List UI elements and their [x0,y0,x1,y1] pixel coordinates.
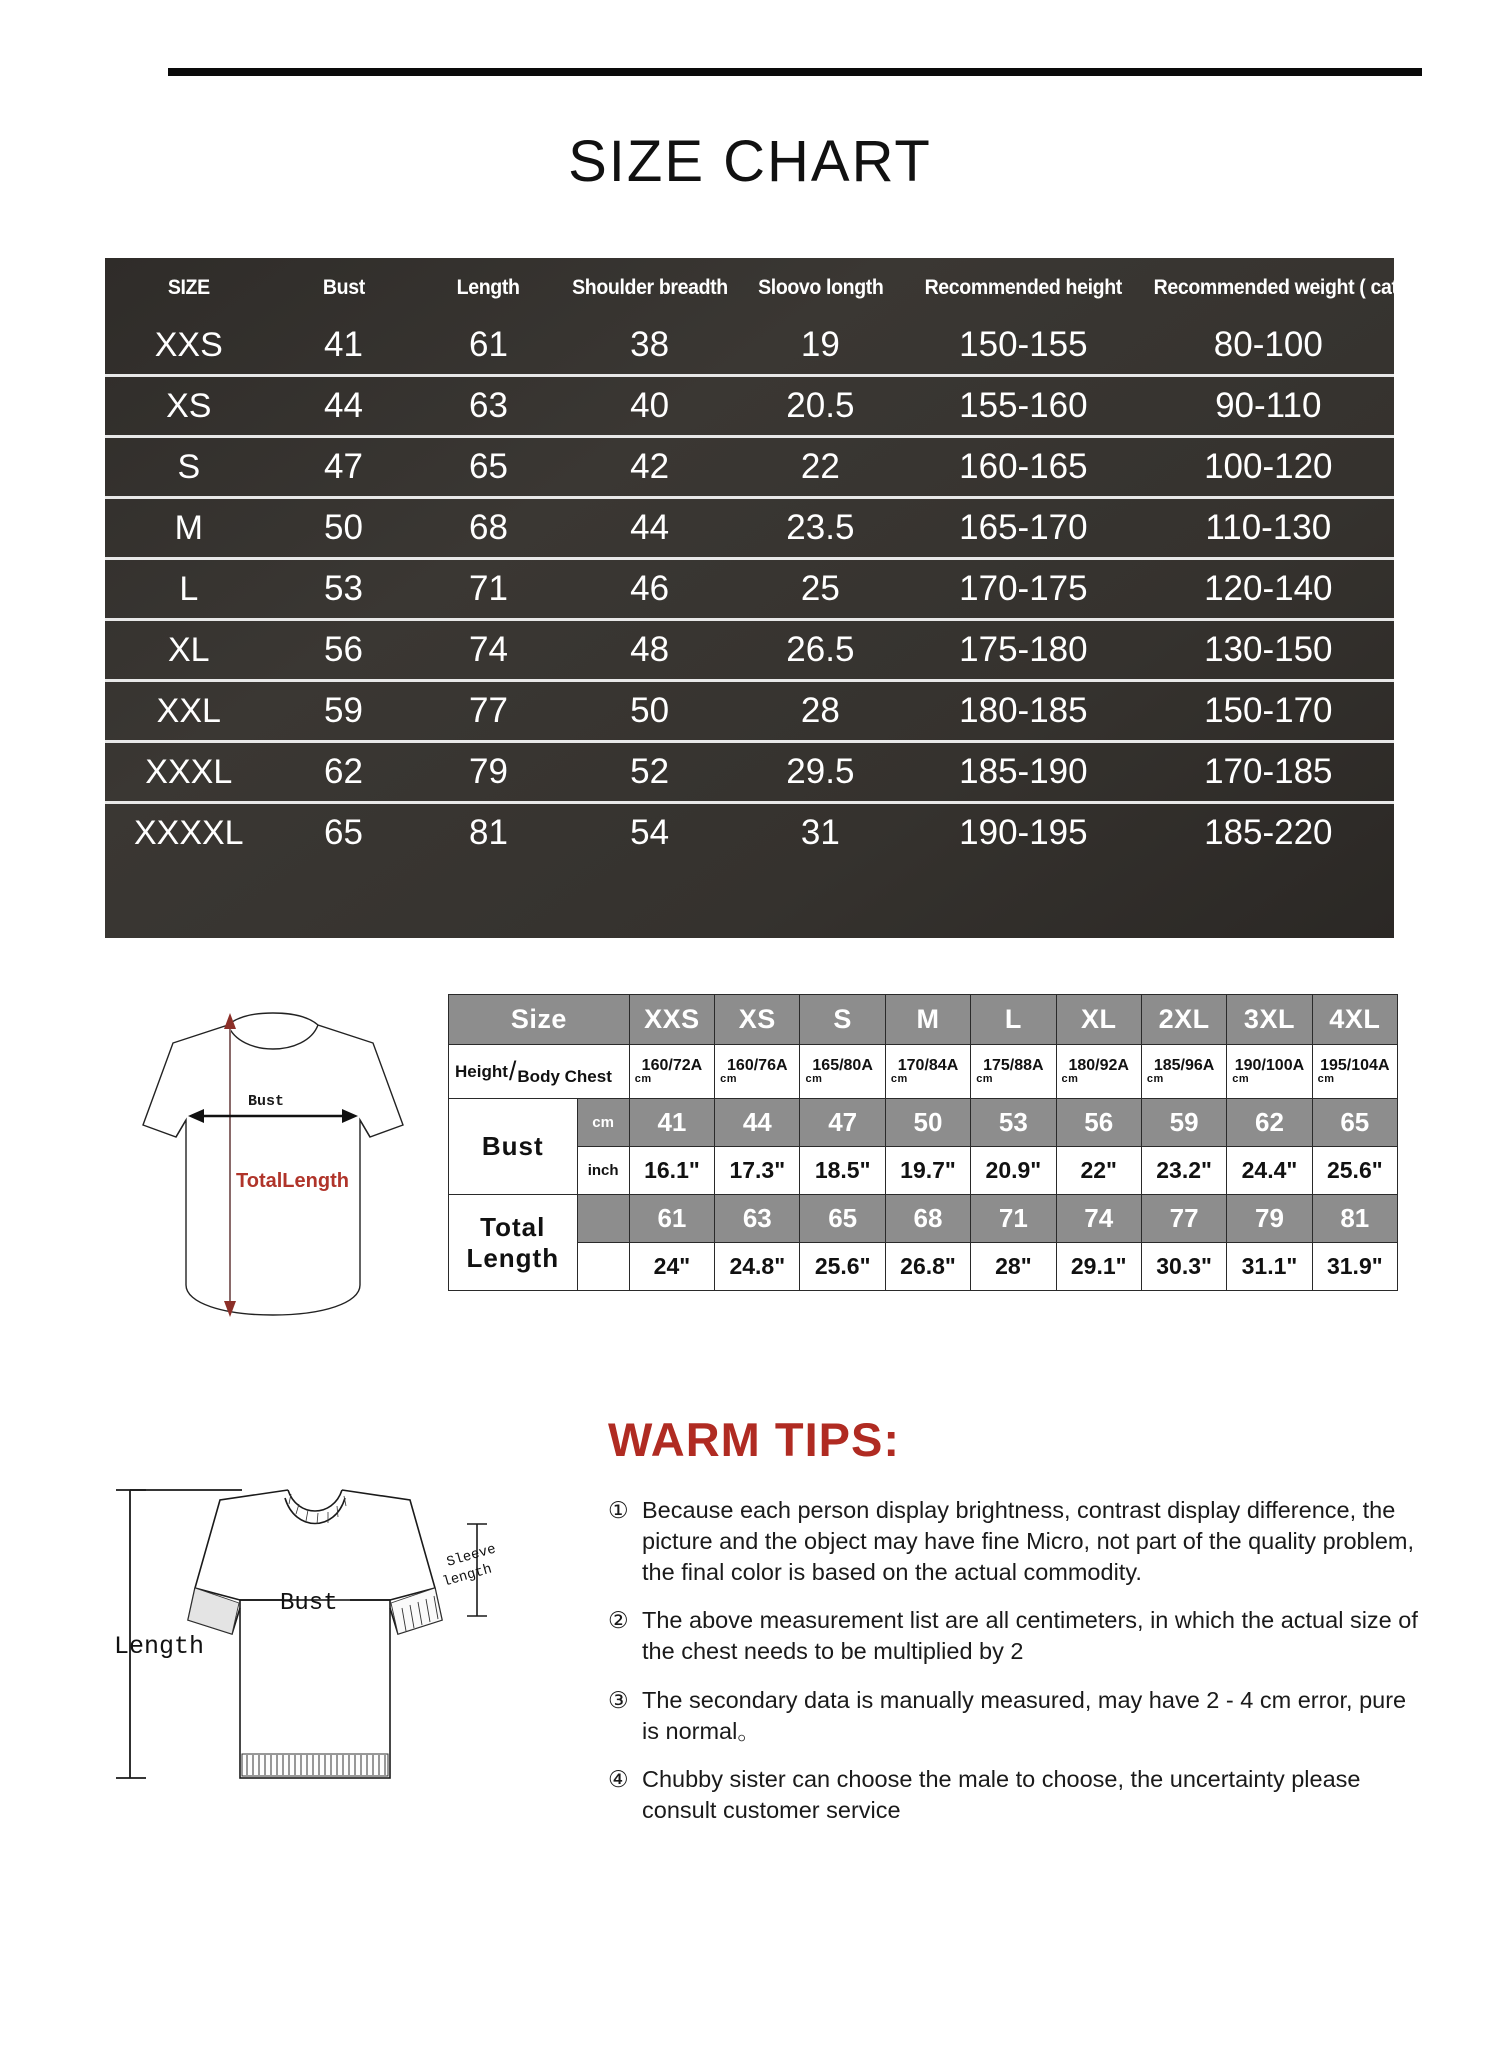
cell-weight: 100-120 [1204,447,1333,486]
warm-tips-title: WARM TIPS: [608,1413,900,1466]
bust-unit-cm: cm [577,1099,629,1147]
cell-sleeve: 22 [800,447,840,486]
cell-height: 160-165 [959,447,1088,486]
total-length-cm-value: 68 [885,1195,970,1243]
tip-number: ④ [608,1766,629,1793]
bust-inch-value: 22" [1056,1147,1141,1195]
header-size: SIZE [167,276,210,299]
warm-tips-list [608,1495,1428,1844]
height-body-chest-row [449,1045,1398,1099]
detail-size-3xl: 3XL [1227,995,1312,1045]
bust-cm-value: 41 [629,1099,714,1147]
total-length-inch-value: 25.6" [800,1243,885,1291]
cell-height: 185-190 [959,752,1088,791]
bust-cm-value: 53 [971,1099,1056,1147]
bust-cm-value: 62 [1227,1099,1312,1147]
total-length-cm-value: 79 [1227,1195,1312,1243]
body-chest-label: Body Chest [517,1066,612,1086]
cell-shoulder: 48 [630,630,670,669]
cell-bust: 56 [323,630,363,669]
detail-size-2xl: 2XL [1141,995,1226,1045]
tshirt-diagram-length-bust-sleeve [92,1448,512,1838]
hc-unit: cm [720,1073,738,1085]
cell-size: XXXXL [133,813,244,852]
cell-size: M [174,508,203,547]
cell-length: 74 [468,630,508,669]
cell-bust: 65 [323,813,363,852]
hc-unit: cm [976,1073,994,1085]
main-size-table [105,258,1425,862]
diagram2-sleeve-label-line2: length [440,1561,494,1591]
cell-length: 68 [468,508,508,547]
total-length-cm-value: 61 [629,1195,714,1243]
total-length-cm-value: 81 [1312,1195,1397,1243]
total-length-unit-inch-blank [577,1243,629,1291]
table-header-row [105,258,1394,316]
height-chest-value [1141,1045,1226,1099]
table-row [105,316,1394,376]
cell-shoulder: 54 [630,813,670,852]
detail-size-table [448,994,1398,1291]
cell-length: 71 [468,569,508,608]
cell-height: 150-155 [959,325,1088,364]
hc-unit: cm [634,1073,652,1085]
cell-length: 77 [468,691,508,730]
bust-inch-value: 16.1" [629,1147,714,1195]
total-length-inch-value: 24" [629,1243,714,1291]
hc-val: 165/80A [812,1057,873,1074]
cell-bust: 53 [323,569,363,608]
cell-length: 65 [468,447,508,486]
cell-shoulder: 50 [630,691,670,730]
bust-unit-inch: inch [577,1147,629,1195]
bust-cm-value: 47 [800,1099,885,1147]
bust-arrow [188,1109,358,1123]
tip-number: ③ [608,1686,629,1713]
tip-text: The above measurement list are all centimeters, in which the actual size of the chest needs to be multiplied by 2 [642,1607,1418,1665]
table-row [105,803,1394,863]
tshirt-diagram-bust-totallength [108,985,438,1335]
height-chest-value [885,1045,970,1099]
total-length-inch-value: 26.8" [885,1243,970,1291]
hc-val: 190/100A [1234,1057,1305,1074]
bust-cm-value: 50 [885,1099,970,1147]
height-label: Height [455,1061,508,1081]
bust-inch-value: 25.6" [1312,1147,1397,1195]
hc-unit: cm [1061,1073,1079,1085]
total-length-cm-value: 71 [971,1195,1056,1243]
bust-cm-value: 65 [1312,1099,1397,1147]
header-length: Length [457,276,520,299]
cell-weight: 110-130 [1205,508,1332,547]
tip-text: The secondary data is manually measured, may have 2 - 4 cm error, pure is normal。 [642,1686,1407,1744]
cell-sleeve: 26.5 [786,630,855,669]
table-row [105,376,1394,437]
left-cuff [188,1588,239,1634]
cell-sleeve: 23.5 [786,508,855,547]
total-length-cm-row [449,1195,1398,1243]
bust-inch-value: 23.2" [1141,1147,1226,1195]
detail-header-row [449,995,1398,1045]
table-row [105,620,1394,681]
detail-size-label: Size [449,995,630,1045]
detail-size-xs: XS [715,995,800,1045]
table-row [105,681,1394,742]
hc-val: 175/88A [983,1057,1044,1074]
cell-weight: 90-110 [1215,386,1322,425]
cell-size: XS [166,386,212,425]
total-length-inch-row [449,1243,1398,1291]
table-row [105,437,1394,498]
header-sleeve: Sloovo longth [757,276,884,299]
cell-sleeve: 25 [800,569,840,608]
cell-size: XXS [154,325,223,364]
tip-text: Because each person display brightness, contrast display difference, the picture and the object may have fine Micro, not part of the quality problem, the final color is based on the actual commodity. [642,1497,1415,1585]
header-height: Recommended height [924,276,1123,299]
cell-shoulder: 42 [630,447,670,486]
bust-inch-value: 19.7" [885,1147,970,1195]
bust-inch-value: 24.4" [1227,1147,1312,1195]
total-length-inch-value: 29.1" [1056,1243,1141,1291]
height-chest-value [1227,1045,1312,1099]
detail-size-xxs: XXS [629,995,714,1045]
cell-length: 81 [468,813,508,852]
hc-unit: cm [1146,1073,1164,1085]
total-length-arrow [224,1013,236,1317]
detail-size-l: L [971,995,1056,1045]
tip-number: ② [608,1607,629,1634]
cell-size: L [179,569,199,608]
cell-sleeve: 29.5 [786,752,855,791]
diagram1-bust-label: Bust [248,1093,285,1110]
bust-row-label: Bust [449,1099,578,1195]
cell-bust: 59 [323,691,363,730]
right-cuff [391,1588,442,1634]
detail-size-s: S [800,995,885,1045]
cell-height: 170-175 [959,569,1088,608]
top-divider-rule [168,68,1422,76]
total-length-cm-value: 65 [800,1195,885,1243]
cell-sleeve: 19 [800,325,840,364]
table-row [105,498,1394,559]
slash-separator: / [508,1056,517,1087]
cell-height: 175-180 [959,630,1088,669]
tip-number: ① [608,1497,629,1523]
cell-height: 155-160 [959,386,1088,425]
cell-shoulder: 44 [630,508,670,547]
cell-shoulder: 52 [630,752,670,791]
cell-length: 63 [468,386,508,425]
hc-unit: cm [805,1073,823,1085]
height-chest-value [971,1045,1056,1099]
cell-weight: 80-100 [1213,325,1323,364]
cell-weight: 170-185 [1204,752,1333,791]
cell-shoulder: 40 [630,386,670,425]
cell-bust: 47 [323,447,363,486]
page-title: SIZE CHART [568,129,932,194]
cell-size: XL [167,630,210,669]
bust-inch-value: 20.9" [971,1147,1056,1195]
diagram2-length-label: Length [114,1632,205,1661]
total-length-inch-value: 30.3" [1141,1243,1226,1291]
hc-val: 180/92A [1068,1057,1129,1074]
list-item [608,1495,1428,1587]
list-item [608,1764,1428,1826]
cell-sleeve: 20.5 [786,386,855,425]
detail-size-4xl: 4XL [1312,995,1397,1045]
cell-weight: 185-220 [1204,813,1333,852]
bust-cm-row [449,1099,1398,1147]
cell-shoulder: 38 [630,325,670,364]
total-length-cm-value: 74 [1056,1195,1141,1243]
cell-shoulder: 46 [630,569,670,608]
hc-unit: cm [1232,1073,1250,1085]
header-shoulder: Shoulder breadth [571,276,728,299]
hc-val: 170/84A [897,1057,959,1074]
cell-weight: 120-140 [1204,569,1333,608]
total-length-unit-cm-blank [577,1195,629,1243]
height-chest-value [1312,1045,1397,1099]
cell-height: 190-195 [959,813,1088,852]
total-length-cm-value: 77 [1141,1195,1226,1243]
cell-bust: 44 [323,386,363,425]
total-length-inch-value: 31.1" [1227,1243,1312,1291]
total-length-row-label: Total Length [449,1195,578,1291]
height-chest-value [629,1045,714,1099]
cell-weight: 150-170 [1204,691,1333,730]
bust-inch-value: 18.5" [800,1147,885,1195]
list-item [608,1605,1428,1667]
table-row [105,559,1394,620]
cell-length: 79 [468,752,508,791]
bust-cm-value: 56 [1056,1099,1141,1147]
detail-size-m: M [885,995,970,1045]
cell-size: S [177,447,201,486]
height-chest-value [1056,1045,1141,1099]
cell-sleeve: 31 [800,813,840,852]
diagram1-total-length-label: TotalLength [236,1170,349,1192]
cell-size: XXXL [145,752,233,791]
hc-val: 195/104A [1320,1057,1390,1074]
diagram2-bust-label: Bust [280,1590,338,1617]
cell-length: 61 [468,325,508,364]
cell-bust: 50 [323,508,363,547]
bust-cm-value: 59 [1141,1099,1226,1147]
total-length-inch-value: 31.9" [1312,1243,1397,1291]
bust-inch-value: 17.3" [715,1147,800,1195]
tip-text: Chubby sister can choose the male to choose, the uncertainty please consult customer service [642,1766,1361,1824]
header-bust: Bust [322,276,365,299]
height-body-chest-label [449,1045,630,1099]
main-size-table-body [105,316,1394,862]
total-length-inch-value: 24.8" [715,1243,800,1291]
table-row [105,742,1394,803]
cell-sleeve: 28 [800,691,840,730]
total-length-inch-value: 28" [971,1243,1056,1291]
main-size-table-container [105,258,1425,938]
total-length-cm-value: 63 [715,1195,800,1243]
hc-val: 160/76A [727,1057,788,1074]
bust-inch-row [449,1147,1398,1195]
cell-height: 180-185 [959,691,1088,730]
bust-cm-value: 44 [715,1099,800,1147]
cell-weight: 130-150 [1204,630,1333,669]
cell-size: XXL [156,691,221,730]
hc-unit: cm [1317,1073,1335,1085]
height-chest-value [715,1045,800,1099]
cell-height: 165-170 [959,508,1088,547]
cell-bust: 62 [323,752,363,791]
hc-val: 185/96A [1153,1057,1215,1074]
detail-size-xl: XL [1056,995,1141,1045]
diagram2-sleeve-label-line1: Sleeve [444,1541,498,1571]
height-chest-value [800,1045,885,1099]
hc-unit: cm [890,1073,908,1085]
header-weight: Recommended weight ( catty ) [1153,276,1425,299]
cell-bust: 41 [323,325,363,364]
list-item [608,1685,1428,1747]
hc-val: 160/72A [641,1057,703,1074]
